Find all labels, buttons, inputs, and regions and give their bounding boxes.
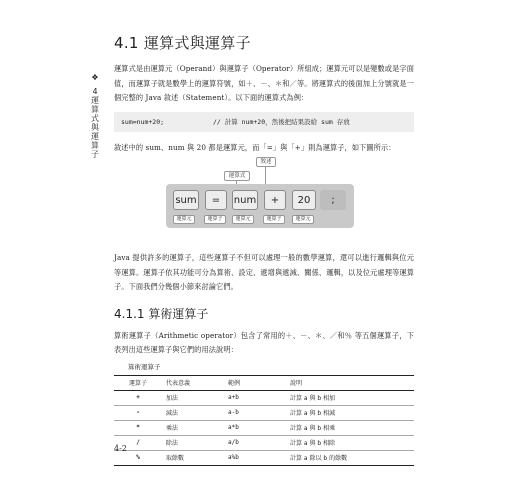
terminator-token: ; (320, 190, 346, 210)
intro-paragraph: 運算式是由運算元（Operand）與運算子（Operator）所組成；運算元可以是變數或是字面值，而運算子就是數學上的運算符號，如＋、－、＊和／等。將運算式的後面加上分號就是一個完整的 Java 敘述（Statement）。以下面的運算式為例： (114, 64, 414, 102)
token-label: 運算元 (232, 215, 254, 224)
operator-cell: + (114, 390, 162, 405)
table-row (114, 450, 414, 465)
operand-token: 20 (292, 190, 316, 210)
code-comment: // 計算 num+20，然後把結果設給 sum 存放 (213, 118, 350, 126)
token-label: 運算子 (204, 215, 226, 224)
subsection-title: 4.1.1 算術運算子 (114, 306, 209, 321)
operator-cell: - (114, 405, 162, 420)
page-number: 4-2 (114, 444, 127, 453)
example-cell: a*b (224, 420, 286, 435)
meaning-cell: 取餘數 (162, 450, 224, 465)
operand-token: num (232, 190, 258, 210)
example-cell: a-b (224, 405, 286, 420)
table-caption: 算術運算子 (128, 362, 161, 371)
page-content (114, 32, 414, 466)
meaning-cell: 除法 (162, 435, 224, 450)
meaning-cell: 乘法 (162, 420, 224, 435)
expression-diagram (114, 157, 414, 241)
section-title: 4.1 運算式與運算子 (114, 34, 251, 52)
operator-cell: * (114, 420, 162, 435)
chapter-sidebar (88, 73, 102, 159)
operator-cell: / (114, 435, 162, 450)
description-cell: 計算 a 與 b 相減 (286, 405, 414, 420)
meaning-cell: 加法 (162, 390, 224, 405)
description-cell: 計算 a 除以 b 的餘數 (286, 450, 414, 465)
table-header-row (114, 375, 414, 390)
description-cell: 計算 a 與 b 相乘 (286, 420, 414, 435)
table-row (114, 435, 414, 450)
operator-token: + (264, 190, 286, 210)
meaning-cell: 減法 (162, 405, 224, 420)
operand-token: sum (173, 190, 199, 210)
table-row (114, 405, 414, 420)
column-header: 運算子 (114, 375, 162, 390)
chapter-label: 4 運算式與運算子 (91, 87, 99, 159)
column-header: 範例 (224, 375, 286, 390)
statement-connector (265, 167, 266, 184)
table-row (114, 390, 414, 405)
operators-paragraph: Java 提供許多的運算子，這些運算子不但可以處理一般的數學運算，還可以進行邏輯與位元等運算。運算子依其功能可分為算術、設定、遞增與遞減、關係、邏輯，以及位元處理等運算子。下面我們分幾個小節來討論它們。 (114, 253, 414, 291)
description-cell: 計算 a 與 b 相除 (286, 435, 414, 450)
subsection-paragraph: 算術運算子（Arithmetic operator）包含了常用的＋、－、＊、／和％ 等五個運算子，下表列出這些運算子與它們的用法說明： (114, 330, 414, 354)
diamond-icon: ❖ (91, 73, 99, 82)
token-label: 運算元 (292, 215, 314, 224)
statement-panel (166, 184, 354, 228)
explain-paragraph: 敘述中的 sum、num 與 20 都是運算元，而「=」與「+」則為運算子，如下圖所示： (114, 142, 396, 152)
column-header: 代表意義 (162, 375, 224, 390)
arithmetic-operators-table (114, 375, 414, 466)
operator-cell: % (114, 450, 162, 465)
example-cell: a%b (224, 450, 286, 465)
example-cell: a/b (224, 435, 286, 450)
token-label: 運算子 (263, 215, 285, 224)
description-cell: 計算 a 與 b 相加 (286, 390, 414, 405)
code-example (114, 112, 414, 132)
table-row (114, 420, 414, 435)
statement-callout: 敘述 (256, 157, 276, 167)
code-statement: sum=num+20; (121, 117, 165, 126)
column-header: 說明 (286, 375, 414, 390)
token-label: 運算元 (173, 215, 195, 224)
expression-callout: 運算式 (224, 171, 250, 181)
operator-token: = (205, 190, 227, 210)
example-cell: a+b (224, 390, 286, 405)
